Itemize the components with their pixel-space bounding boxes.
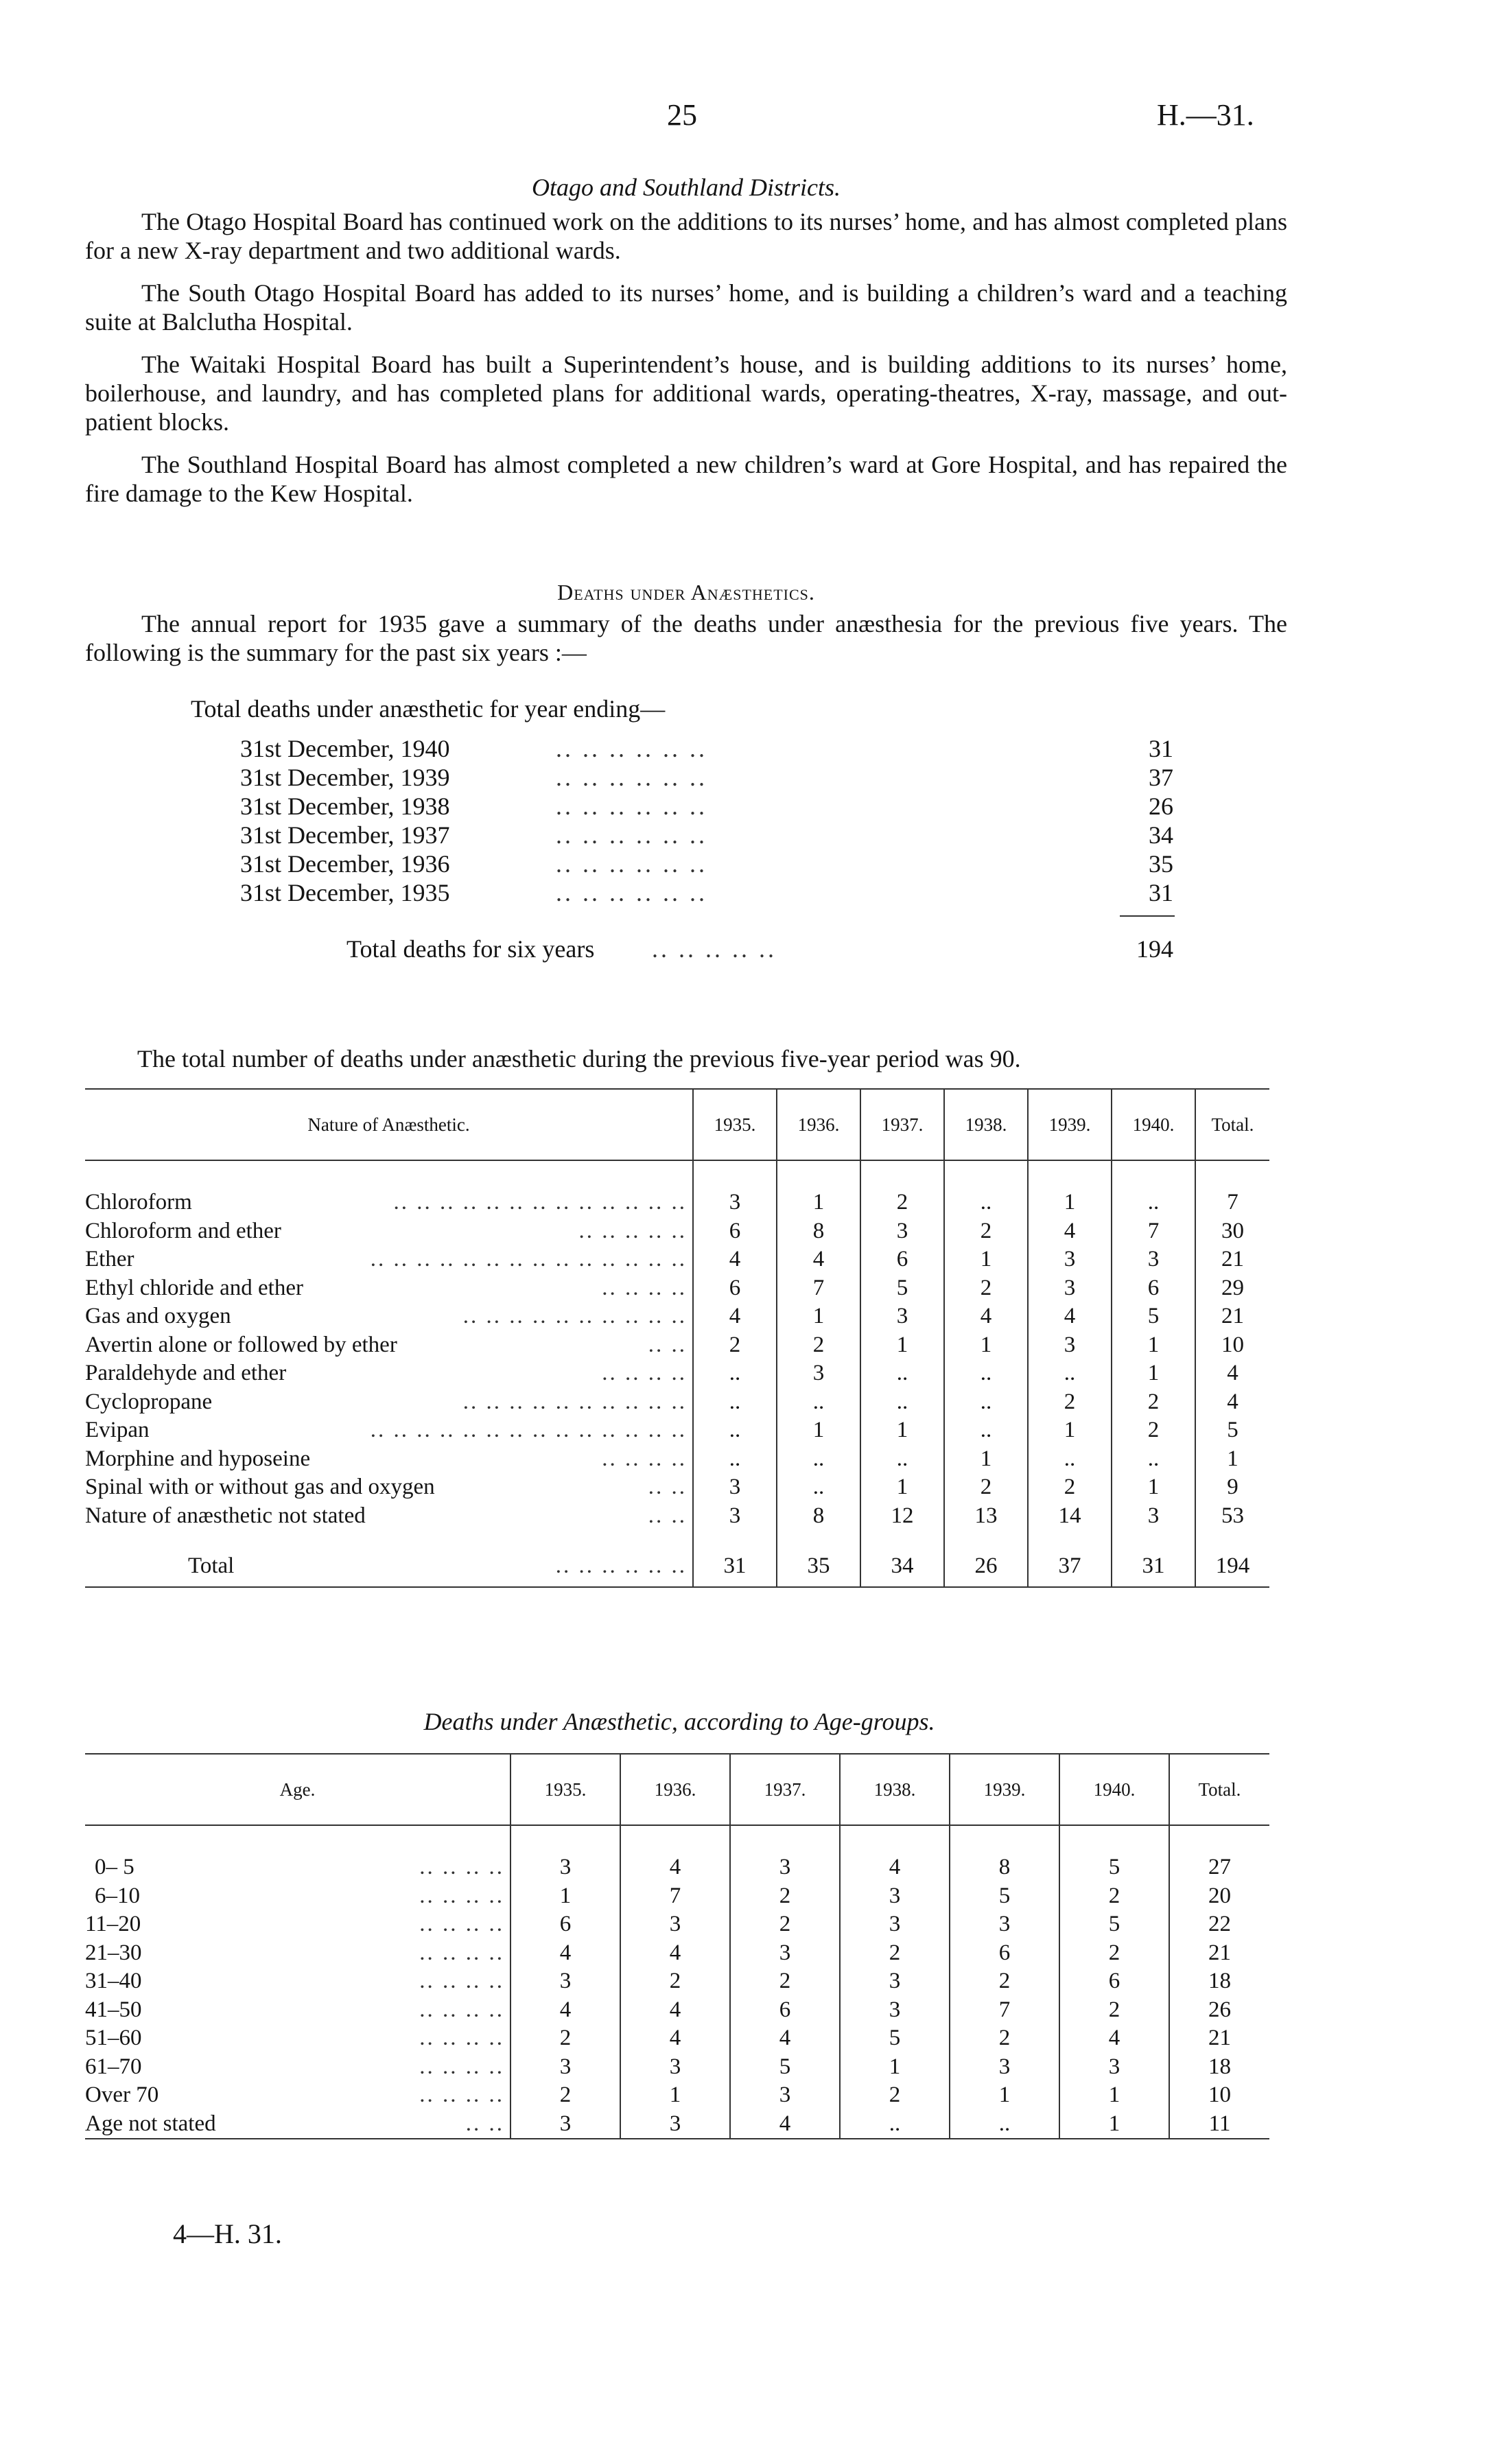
table-cell: 21 xyxy=(1195,1245,1269,1274)
table-row xyxy=(85,1939,1269,1968)
table-cell: 1 xyxy=(777,1302,860,1331)
table-cell: 2 xyxy=(1059,1882,1169,1911)
table-cell: 2 xyxy=(730,1967,840,1996)
table-cell: 22 xyxy=(1169,1910,1269,1939)
table-cell: 3 xyxy=(1112,1245,1195,1274)
table-cell: Age not stated .. .. xyxy=(85,2110,510,2139)
table-cell xyxy=(85,1530,693,1545)
table-cell xyxy=(510,1825,620,1853)
table-cell: 4 xyxy=(730,2024,840,2053)
table-cell: 2 xyxy=(1112,1416,1195,1445)
table-row xyxy=(85,1302,1269,1331)
column-header: 1936. xyxy=(620,1755,730,1825)
table-cell: 18 xyxy=(1169,2053,1269,2082)
table-cell: 4 xyxy=(1028,1302,1112,1331)
table-cell: 31 xyxy=(693,1545,777,1587)
table-cell: 27 xyxy=(1169,1853,1269,1882)
column-header: 1936. xyxy=(777,1090,860,1160)
table-cell: 5 xyxy=(840,2024,950,2053)
table-cell: 2 xyxy=(860,1188,944,1217)
table-row xyxy=(85,1217,1269,1246)
table-cell xyxy=(693,1160,777,1188)
table-cell: 3 xyxy=(510,2053,620,2082)
table-cell: Gas and oxygen .. .. .. .. .. .. .. .. .. .. xyxy=(85,1304,687,1328)
column-header: Total. xyxy=(1195,1090,1269,1160)
table-cell: 2 xyxy=(693,1331,777,1360)
table-row xyxy=(85,1473,1269,1502)
table-cell: 4 xyxy=(620,2024,730,2053)
section-title-otago: Otago and Southland Districts. xyxy=(531,174,841,201)
table-cell: 41–50 .. .. .. .. xyxy=(85,1997,504,2022)
section-title-deaths: Deaths under Anæsthetics. xyxy=(557,580,815,605)
table-cell: 3 xyxy=(1028,1331,1112,1360)
summary-row: 31st December, 1940 .. .. .. .. .. .. 31 xyxy=(240,735,1173,762)
paragraph-otago: The Otago Hospital Board has continued work on the additions to its nurses’ home, and has almost completed plans for a new X-ray department and two additional wards. xyxy=(85,208,1287,264)
table-cell: 1 xyxy=(1059,2110,1169,2139)
summary-total-value: 194 xyxy=(1136,935,1173,963)
table-cell: 2 xyxy=(950,2024,1059,2053)
table-cell: 6 xyxy=(693,1217,777,1246)
table-cell: 6 xyxy=(860,1245,944,1274)
table-cell xyxy=(85,1825,510,1853)
table-cell: 4 xyxy=(1028,1217,1112,1246)
table-row xyxy=(85,2024,1269,2053)
table-cell: 3 xyxy=(620,2110,730,2139)
table-cell xyxy=(944,1160,1028,1188)
table-cell: 51–60 .. .. .. .. xyxy=(85,2026,504,2050)
table-cell: 2 xyxy=(730,1910,840,1939)
table-cell: 2 xyxy=(777,1331,860,1360)
table-cell: 3 xyxy=(693,1188,777,1217)
table-cell: 18 xyxy=(1169,1967,1269,1996)
table-row xyxy=(85,1388,1269,1417)
table-cell: 2 xyxy=(1112,1388,1195,1417)
table-cell: Ether .. .. .. .. .. .. .. .. .. .. .. .. .. .. xyxy=(85,1247,687,1271)
table-cell: 6 xyxy=(510,1910,620,1939)
table-cell: 4 xyxy=(840,1853,950,1882)
column-header: 1939. xyxy=(950,1755,1059,1825)
table-cell: 2 xyxy=(1059,1939,1169,1968)
table-cell: 21–30 .. .. .. .. xyxy=(85,1940,504,1965)
table-cell: 3 xyxy=(620,1910,730,1939)
table-cell: 5 xyxy=(860,1274,944,1303)
table-cell: 8 xyxy=(777,1502,860,1531)
table-cell: .. xyxy=(860,1388,944,1417)
table-cell xyxy=(840,1825,950,1853)
table-cell: .. xyxy=(1112,1445,1195,1474)
paragraph-southland: The Southland Hospital Board has almost completed a new children’s ward at Gore Hospital, and has repaired the fire damage to the Kew Hospital. xyxy=(85,451,1287,507)
summary-row: 31st December, 1939 .. .. .. .. .. .. 37 xyxy=(240,764,1173,791)
table-cell: 6 xyxy=(950,1939,1059,1968)
table-cell: 1 xyxy=(1059,2081,1169,2110)
table-cell: 1 xyxy=(950,2081,1059,2110)
table-row xyxy=(85,1967,1269,1996)
table-cell: .. xyxy=(1028,1445,1112,1474)
table-cell: .. xyxy=(860,1445,944,1474)
table-cell: 3 xyxy=(510,2110,620,2139)
summary-total-label: Total deaths for six years xyxy=(347,935,595,963)
footer-signature: 4—H. 31. xyxy=(173,2218,282,2249)
table-cell: 1 xyxy=(1028,1188,1112,1217)
table-cell: 3 xyxy=(510,1853,620,1882)
table-cell: 4 xyxy=(944,1302,1028,1331)
table-cell: 3 xyxy=(950,1910,1059,1939)
table-cell xyxy=(1028,1160,1112,1188)
table-cell: 2 xyxy=(730,1882,840,1911)
table-row xyxy=(85,1331,1269,1360)
table-cell: 21 xyxy=(1195,1302,1269,1331)
table-cell: 12 xyxy=(860,1502,944,1531)
table-cell: 5 xyxy=(730,2053,840,2082)
table-cell: 5 xyxy=(1059,1853,1169,1882)
table-cell: 26 xyxy=(1169,1996,1269,2025)
table-cell: 3 xyxy=(730,1939,840,1968)
table-cell: 5 xyxy=(1112,1302,1195,1331)
table-row xyxy=(85,1245,1269,1274)
table-row xyxy=(85,1416,1269,1445)
column-header: 1935. xyxy=(510,1755,620,1825)
table-cell: .. xyxy=(860,1359,944,1388)
table-cell: 2 xyxy=(510,2081,620,2110)
table-cell: 35 xyxy=(777,1545,860,1587)
table-cell xyxy=(1112,1530,1195,1545)
table-cell: .. xyxy=(1112,1188,1195,1217)
table-cell: 2 xyxy=(950,1967,1059,1996)
table-cell: 6 xyxy=(1112,1274,1195,1303)
table-cell: 1 xyxy=(944,1245,1028,1274)
table-cell: 61–70 .. .. .. .. xyxy=(85,2054,504,2079)
table-cell: 21 xyxy=(1169,1939,1269,1968)
column-header: 1939. xyxy=(1028,1090,1112,1160)
summary-row: 31st December, 1937 .. .. .. .. .. .. 34 xyxy=(240,821,1173,849)
table-cell: 3 xyxy=(860,1302,944,1331)
table-cell: Over 70 .. .. .. .. xyxy=(85,2082,504,2107)
table-row xyxy=(85,2081,1269,2110)
table-cell: 1 xyxy=(777,1416,860,1445)
table-cell: 1 xyxy=(620,2081,730,2110)
table-cell: 6–10 .. .. .. .. xyxy=(95,1883,504,1908)
table-cell xyxy=(944,1530,1028,1545)
table-cell: 3 xyxy=(620,2053,730,2082)
table-cell: 3 xyxy=(840,1996,950,2025)
table-cell: .. xyxy=(944,1416,1028,1445)
document-code: H.—31. xyxy=(1157,98,1254,132)
table-cell: 14 xyxy=(1028,1502,1112,1531)
table-cell: Total .. .. .. .. .. .. xyxy=(85,1545,693,1587)
column-header: Total. xyxy=(1169,1755,1269,1825)
table-cell: 3 xyxy=(950,2053,1059,2082)
table-cell: 1 xyxy=(840,2053,950,2082)
table-cell: 194 xyxy=(1195,1545,1269,1587)
table-cell: 26 xyxy=(944,1545,1028,1587)
table-cell: 4 xyxy=(693,1245,777,1274)
table-cell: 2 xyxy=(1028,1473,1112,1502)
table-row xyxy=(85,1274,1269,1303)
table-cell: 3 xyxy=(1028,1245,1112,1274)
table-cell: .. xyxy=(840,2110,950,2139)
table-cell: 1 xyxy=(860,1416,944,1445)
table-row xyxy=(85,2053,1269,2082)
age-group-table xyxy=(85,1755,1269,2139)
table-cell: 1 xyxy=(1112,1473,1195,1502)
table-cell: 4 xyxy=(620,1996,730,2025)
table-cell: 6 xyxy=(1059,1967,1169,1996)
table1-header-row xyxy=(85,1090,1269,1160)
table-cell: 31–40 .. .. .. .. xyxy=(85,1969,504,1993)
table-cell: .. xyxy=(693,1445,777,1474)
table-cell xyxy=(1028,1530,1112,1545)
table-cell: 9 xyxy=(1195,1473,1269,1502)
table-row xyxy=(85,1996,1269,2025)
table-cell: 8 xyxy=(950,1853,1059,1882)
table-cell: Cyclopropane .. .. .. .. .. .. .. .. .. .. xyxy=(85,1389,687,1414)
table-cell: Chloroform and ether .. .. .. .. .. xyxy=(85,1218,687,1243)
previous-period-note: The total number of deaths under anæsthetic during the previous five-year period was 90. xyxy=(137,1045,1021,1072)
table-cell xyxy=(777,1530,860,1545)
table-cell: 11–20 .. .. .. .. xyxy=(85,1912,504,1936)
table-cell: 3 xyxy=(840,1910,950,1939)
table-cell xyxy=(1112,1160,1195,1188)
table-cell: 34 xyxy=(860,1545,944,1587)
column-header: 1938. xyxy=(840,1755,950,1825)
table-cell: 4 xyxy=(693,1302,777,1331)
table-cell: 3 xyxy=(1112,1502,1195,1531)
anaesthetic-table xyxy=(85,1090,1269,1588)
table-cell: .. xyxy=(777,1388,860,1417)
table-cell: 4 xyxy=(510,1939,620,1968)
table-cell: 7 xyxy=(620,1882,730,1911)
table-cell: 7 xyxy=(777,1274,860,1303)
table-cell: Paraldehyde and ether .. .. .. .. xyxy=(85,1361,687,1385)
table-cell xyxy=(1169,1825,1269,1853)
table-cell xyxy=(860,1530,944,1545)
table-cell xyxy=(693,1530,777,1545)
table-row xyxy=(85,1853,1269,1882)
table-cell: 3 xyxy=(1059,2053,1169,2082)
table-cell: 2 xyxy=(1059,1996,1169,2025)
table-cell: 31 xyxy=(1112,1545,1195,1587)
table-cell: 1 xyxy=(1195,1445,1269,1474)
table-cell: 7 xyxy=(1195,1188,1269,1217)
table-cell: 2 xyxy=(944,1274,1028,1303)
table-cell: Morphine and hyposeine .. .. .. .. xyxy=(85,1446,687,1471)
table-cell: 4 xyxy=(1195,1359,1269,1388)
table-cell: 1 xyxy=(1112,1331,1195,1360)
table-cell: 2 xyxy=(840,2081,950,2110)
table-cell xyxy=(950,1825,1059,1853)
table-cell: 21 xyxy=(1169,2024,1269,2053)
table-cell: 2 xyxy=(510,2024,620,2053)
table-cell: 1 xyxy=(860,1473,944,1502)
summary-row: 31st December, 1935 .. .. .. .. .. .. 31 xyxy=(240,879,1173,906)
table-cell: 6 xyxy=(730,1996,840,2025)
table-cell: 4 xyxy=(730,2110,840,2139)
table-cell: 2 xyxy=(620,1967,730,1996)
table-cell: .. xyxy=(1028,1359,1112,1388)
column-header: 1940. xyxy=(1112,1090,1195,1160)
page-number: 25 xyxy=(667,98,697,132)
table-row xyxy=(85,1445,1269,1474)
table-cell: 8 xyxy=(777,1217,860,1246)
table-cell: 30 xyxy=(1195,1217,1269,1246)
table-cell: 10 xyxy=(1169,2081,1269,2110)
table-cell xyxy=(1195,1160,1269,1188)
table-cell: .. xyxy=(693,1359,777,1388)
table-cell: 4 xyxy=(1059,2024,1169,2053)
table-row xyxy=(85,1188,1269,1217)
table-cell: 1 xyxy=(944,1331,1028,1360)
table-cell: 11 xyxy=(1169,2110,1269,2139)
paragraph-intro: The annual report for 1935 gave a summary of the deaths under anæsthesia for the previous five years. The following is the summary for the past six years :— xyxy=(85,610,1287,666)
table-cell: 13 xyxy=(944,1502,1028,1531)
table-cell: 3 xyxy=(510,1967,620,1996)
table-cell: .. xyxy=(693,1388,777,1417)
summary-row: 31st December, 1936 .. .. .. .. .. .. 35 xyxy=(240,850,1173,878)
table2-title: Deaths under Anæsthetic, according to Age-groups. xyxy=(423,1708,935,1735)
table-cell: .. xyxy=(777,1473,860,1502)
table-cell: 29 xyxy=(1195,1274,1269,1303)
paragraph-south-otago: The South Otago Hospital Board has added to its nurses’ home, and is building a children’s ward and a teaching suite at Balclutha Hospital. xyxy=(85,279,1287,336)
table-cell: 7 xyxy=(1112,1217,1195,1246)
table-cell: Chloroform .. .. .. .. .. .. .. .. .. .. .. .. .. xyxy=(85,1190,687,1215)
table-cell: 2 xyxy=(1028,1388,1112,1417)
table-cell: 10 xyxy=(1195,1331,1269,1360)
table-cell: 1 xyxy=(1112,1359,1195,1388)
table-row xyxy=(85,1359,1269,1388)
table-row xyxy=(85,1882,1269,1911)
table-cell: .. xyxy=(944,1188,1028,1217)
table-cell: 3 xyxy=(1028,1274,1112,1303)
table-cell: 3 xyxy=(730,1853,840,1882)
table-cell: .. xyxy=(950,2110,1059,2139)
table-cell: Avertin alone or followed by ether .. .. xyxy=(85,1332,687,1357)
column-header: 1935. xyxy=(693,1090,777,1160)
paragraph-waitaki: The Waitaki Hospital Board has built a Superintendent’s house, and is building additions to its nurses’ home, boilerhouse, and laundry, and has completed plans for additional wards, operating-theatres, X-ray, massage, and out-patient blocks. xyxy=(85,351,1287,436)
column-header: 1937. xyxy=(730,1755,840,1825)
table-cell: 2 xyxy=(944,1217,1028,1246)
table-cell: 4 xyxy=(1195,1388,1269,1417)
table-cell: Evipan .. .. .. .. .. .. .. .. .. .. .. .. .. .. xyxy=(85,1418,687,1442)
table-cell: 3 xyxy=(840,1882,950,1911)
table-cell: 2 xyxy=(944,1473,1028,1502)
table-cell: .. xyxy=(944,1388,1028,1417)
table-cell: 3 xyxy=(777,1359,860,1388)
table-cell: 1 xyxy=(510,1882,620,1911)
summary-sum-rule xyxy=(1120,915,1175,917)
table-row xyxy=(85,2110,1269,2139)
table-cell: 5 xyxy=(1059,1910,1169,1939)
table2-header-row xyxy=(85,1755,1269,1825)
table-cell xyxy=(620,1825,730,1853)
table-cell: 37 xyxy=(1028,1545,1112,1587)
table-cell: 3 xyxy=(840,1967,950,1996)
summary-total-dots: .. .. .. .. .. xyxy=(652,935,777,963)
table-cell: 2 xyxy=(840,1939,950,1968)
column-header: Nature of Anæsthetic. xyxy=(85,1090,693,1160)
table-cell: 6 xyxy=(693,1274,777,1303)
column-header: 1938. xyxy=(944,1090,1028,1160)
table-row xyxy=(85,1910,1269,1939)
table-cell: 53 xyxy=(1195,1502,1269,1531)
table-cell: 7 xyxy=(950,1996,1059,2025)
table-cell: Spinal with or without gas and oxygen .. .. xyxy=(85,1475,687,1499)
table-cell: 0– 5 .. .. .. .. xyxy=(95,1855,504,1879)
table-cell xyxy=(85,1160,693,1188)
table-cell xyxy=(860,1160,944,1188)
column-header: 1937. xyxy=(860,1090,944,1160)
table-cell: 3 xyxy=(693,1473,777,1502)
total-row xyxy=(85,1545,1269,1587)
table-cell: Ethyl chloride and ether .. .. .. .. xyxy=(85,1275,687,1300)
table-cell xyxy=(1195,1530,1269,1545)
table-cell: 1 xyxy=(1028,1416,1112,1445)
table-cell: 5 xyxy=(950,1882,1059,1911)
table-cell: 20 xyxy=(1169,1882,1269,1911)
table-cell xyxy=(1059,1825,1169,1853)
table-cell: 1 xyxy=(860,1331,944,1360)
column-header: 1940. xyxy=(1059,1755,1169,1825)
table-cell: .. xyxy=(777,1445,860,1474)
table-cell: .. xyxy=(693,1416,777,1445)
table-cell: 3 xyxy=(860,1217,944,1246)
table-cell xyxy=(730,1825,840,1853)
table-cell: 4 xyxy=(620,1939,730,1968)
table-cell: 1 xyxy=(944,1445,1028,1474)
table-cell: 3 xyxy=(730,2081,840,2110)
table-cell xyxy=(777,1160,860,1188)
summary-row: 31st December, 1938 .. .. .. .. .. .. 26 xyxy=(240,793,1173,820)
table-cell: .. xyxy=(944,1359,1028,1388)
table-cell: 4 xyxy=(510,1996,620,2025)
table-cell: 4 xyxy=(620,1853,730,1882)
table-cell: 1 xyxy=(777,1188,860,1217)
summary-heading: Total deaths under anæsthetic for year ending— xyxy=(191,695,666,723)
table-cell: Nature of anæsthetic not stated .. .. xyxy=(85,1503,687,1528)
table-cell: 5 xyxy=(1195,1416,1269,1445)
column-header: Age. xyxy=(85,1755,510,1825)
table-row xyxy=(85,1502,1269,1531)
table-cell: 3 xyxy=(693,1502,777,1531)
table-cell: 4 xyxy=(777,1245,860,1274)
